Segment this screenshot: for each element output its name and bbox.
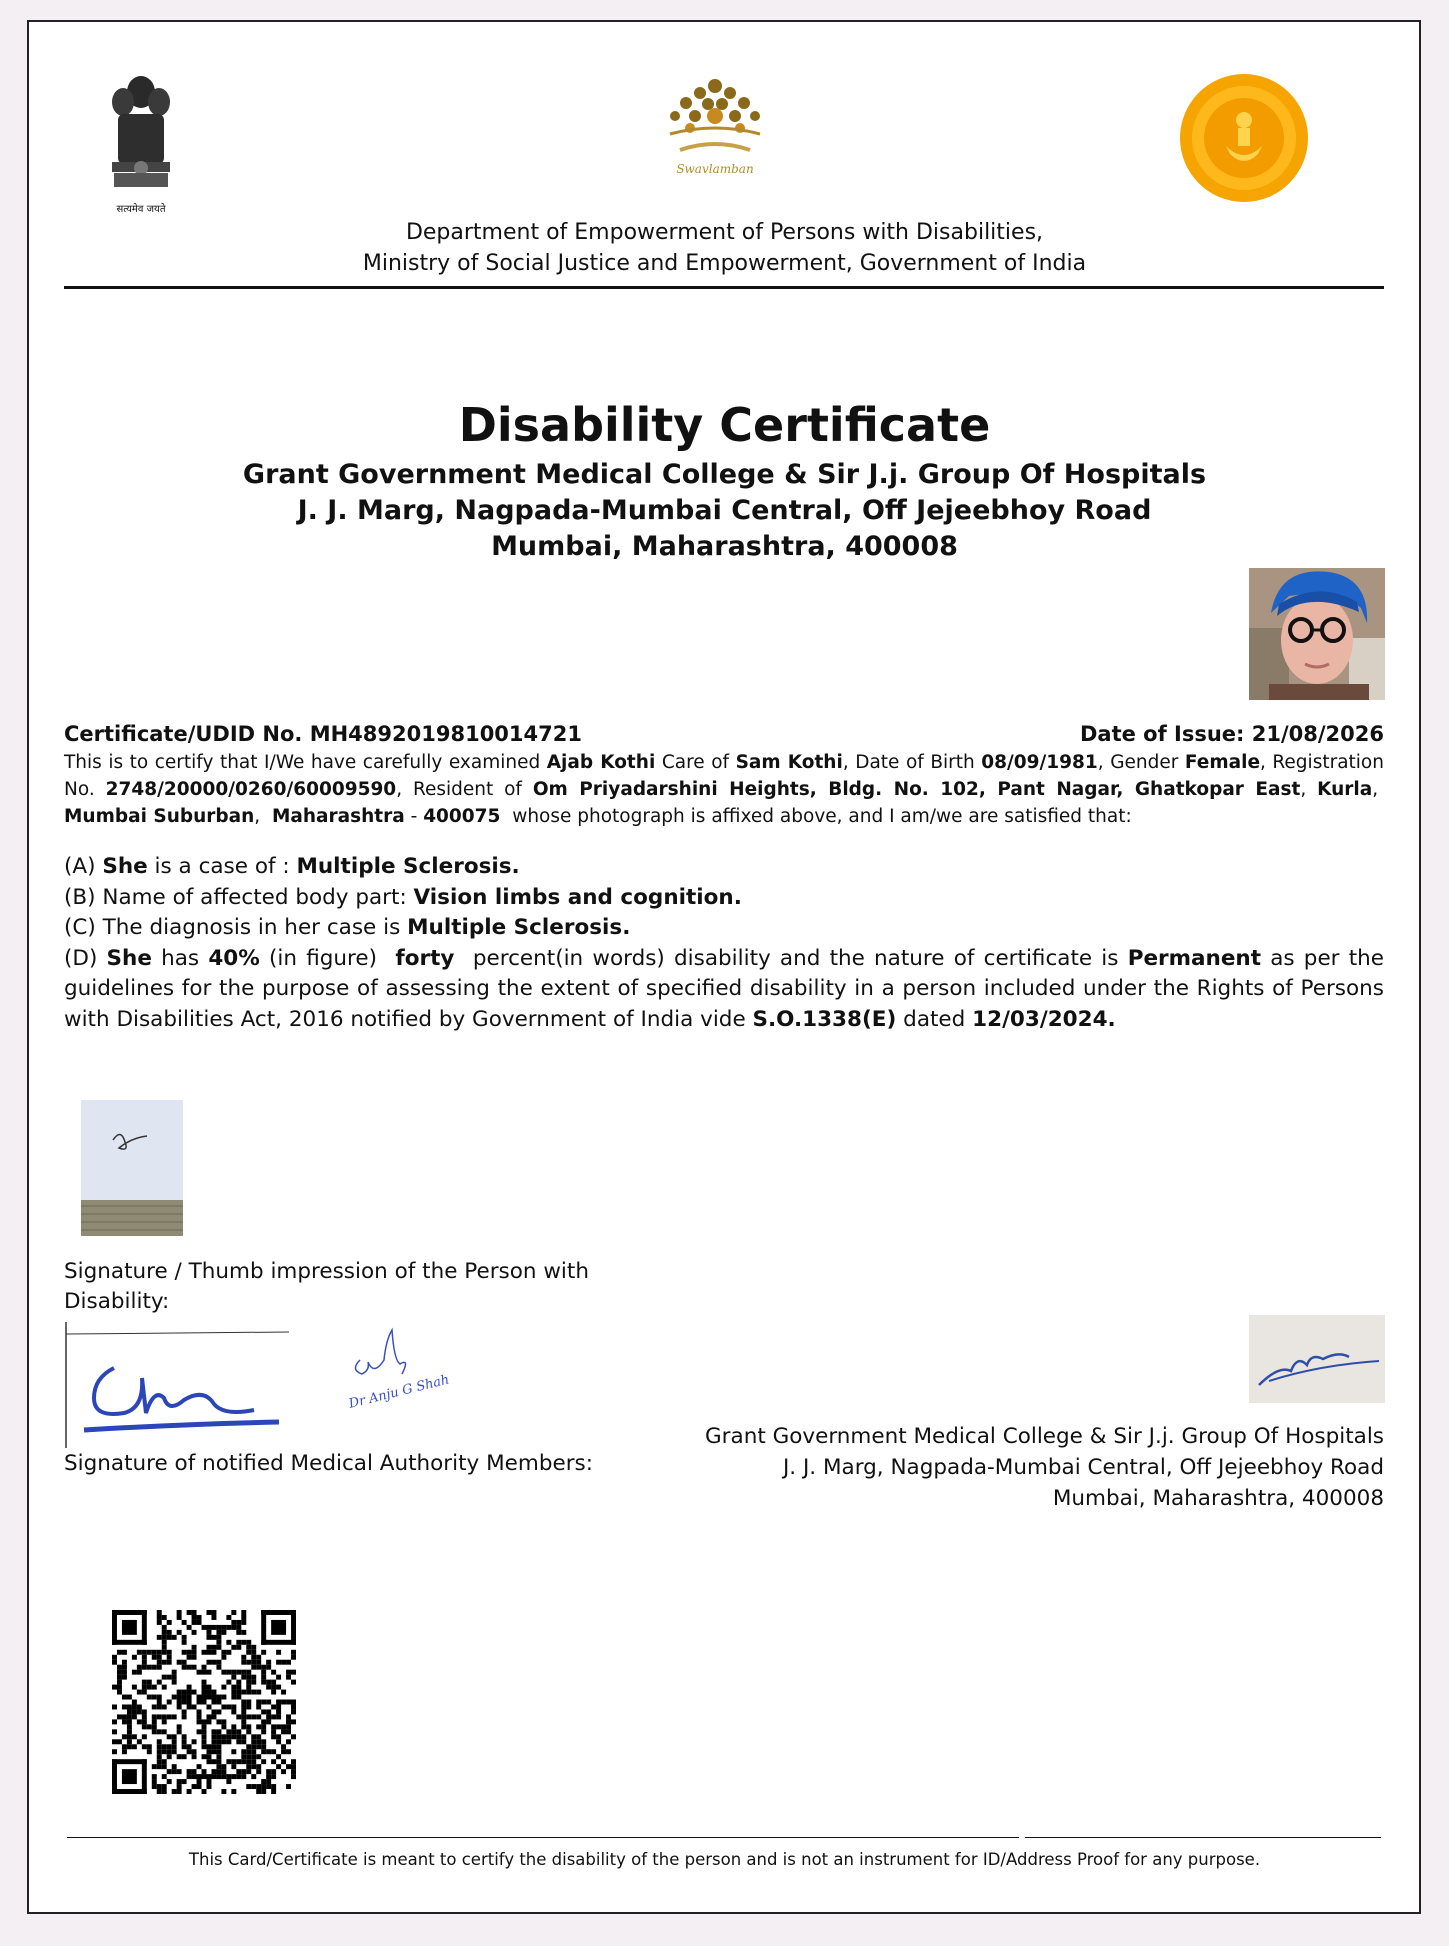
emblem-motto: सत्यमेव जयते <box>116 204 166 215</box>
certification-statement: This is to certify that I/We have carefully examined Ajab Kothi Care of Sam Kothi, Date of Birth 08/09/1981, Gender Female, Registration No. 2748/20000/0260/60009590, Resident of Om Priyadarshini Heights, Bldg. No. 102, Pant Nagar, Ghatkopar East, Kurla, Mumbai Suburban, Maharashtra - 400075 whose photograph is affixed above, and I am/we are satisfied that: <box>64 752 1385 827</box>
state: Maharashtra <box>271 806 405 827</box>
applicant-photo <box>1249 568 1385 700</box>
care-of-name: Sam Kothi <box>735 752 843 773</box>
pincode: 400075 <box>423 806 501 827</box>
authority-signature-label: Signature of notified Medical Authority Members: <box>64 1451 593 1476</box>
maharashtra-seal-icon <box>1178 72 1310 204</box>
department-header <box>0 217 1449 279</box>
gender: Female <box>1184 752 1260 773</box>
footer-divider-right <box>1025 1837 1381 1838</box>
emblem-of-india-icon <box>100 70 182 215</box>
issuing-hospital-block <box>600 1421 1384 1514</box>
clause-d: (D) She has 40% (in figure) forty percent(in words) disability and the nature of certificate is Permanent as per the guidelines for the purpose of assessing the extent of specified disability in a person included under the Rights of Persons with Disabilities Act, 2016 notified by Government of India vide S.O.1338(E) dated 12/03/2024. <box>64 945 1384 1032</box>
person-signature-label: Signature / Thumb impression of the Person with Disability: <box>64 1259 589 1314</box>
certificate-nature: Permanent <box>1127 945 1262 971</box>
svg-text:Dr Anju G Shah: Dr Anju G Shah <box>347 1372 451 1412</box>
issuing-authority-signature-image <box>1249 1315 1385 1403</box>
issuing-hospital-address-2: Mumbai, Maharashtra, 400008 <box>1052 1486 1384 1511</box>
date-of-birth: 08/09/1981 <box>981 752 1098 773</box>
swavlamban-logo <box>650 68 780 183</box>
taluka: Kurla <box>1317 779 1373 800</box>
clause-c: (C) The diagnosis in her case is Multiple Sclerosis. <box>64 915 631 940</box>
issuing-hospital-name: Grant Government Medical College & Sir J.j. Group Of Hospitals <box>705 1424 1384 1449</box>
disability-percent: 40% <box>208 945 260 971</box>
registration-number: 2748/20000/0260/60009590 <box>105 779 397 800</box>
svg-text:Swavlamban: Swavlamban <box>676 162 754 176</box>
hospital-header <box>0 457 1449 565</box>
dept-line-1: Department of Empowerment of Persons with Disabilities, <box>405 220 1044 245</box>
person-name: Ajab Kothi <box>546 752 656 773</box>
clause-b: (B) Name of affected body part: Vision limbs and cognition. <box>64 884 742 910</box>
certificate-title: Disability Certificate <box>458 398 991 452</box>
district: Mumbai Suburban <box>64 806 255 827</box>
qr-code[interactable] <box>112 1610 296 1794</box>
person-signature-image <box>81 1100 183 1236</box>
authority-signature-1 <box>64 1318 304 1448</box>
date-of-issue: Date of Issue: 21/08/2026 <box>1079 722 1384 746</box>
udid-number: Certificate/UDID No. MH4892019810014721 <box>64 722 582 746</box>
hospital-address-1: J. J. Marg, Nagpada-Mumbai Central, Off Jejeebhoy Road <box>297 495 1152 526</box>
dept-line-2: Ministry of Social Justice and Empowerment, Government of India <box>362 251 1087 276</box>
footer-disclaimer: This Card/Certificate is meant to certify the disability of the person and is not an instrument for ID/Address Proof for any purpose. <box>188 1850 1261 1869</box>
resident-address: Om Priyadarshini Heights, Bldg. No. 102, Pant Nagar, Ghatkopar East <box>532 779 1301 800</box>
hospital-name: Grant Government Medical College & Sir J.j. Group Of Hospitals <box>242 459 1207 490</box>
footer-divider-left <box>67 1837 1019 1838</box>
authority-signature-2 <box>340 1320 500 1420</box>
header-divider <box>64 286 1384 289</box>
issuing-hospital-address-1: J. J. Marg, Nagpada-Mumbai Central, Off Jejeebhoy Road <box>782 1455 1384 1480</box>
disability-clauses <box>64 852 1384 1035</box>
hospital-address-2: Mumbai, Maharashtra, 400008 <box>491 531 958 562</box>
clause-a: (A) She is a case of : Multiple Sclerosis. <box>64 854 520 879</box>
